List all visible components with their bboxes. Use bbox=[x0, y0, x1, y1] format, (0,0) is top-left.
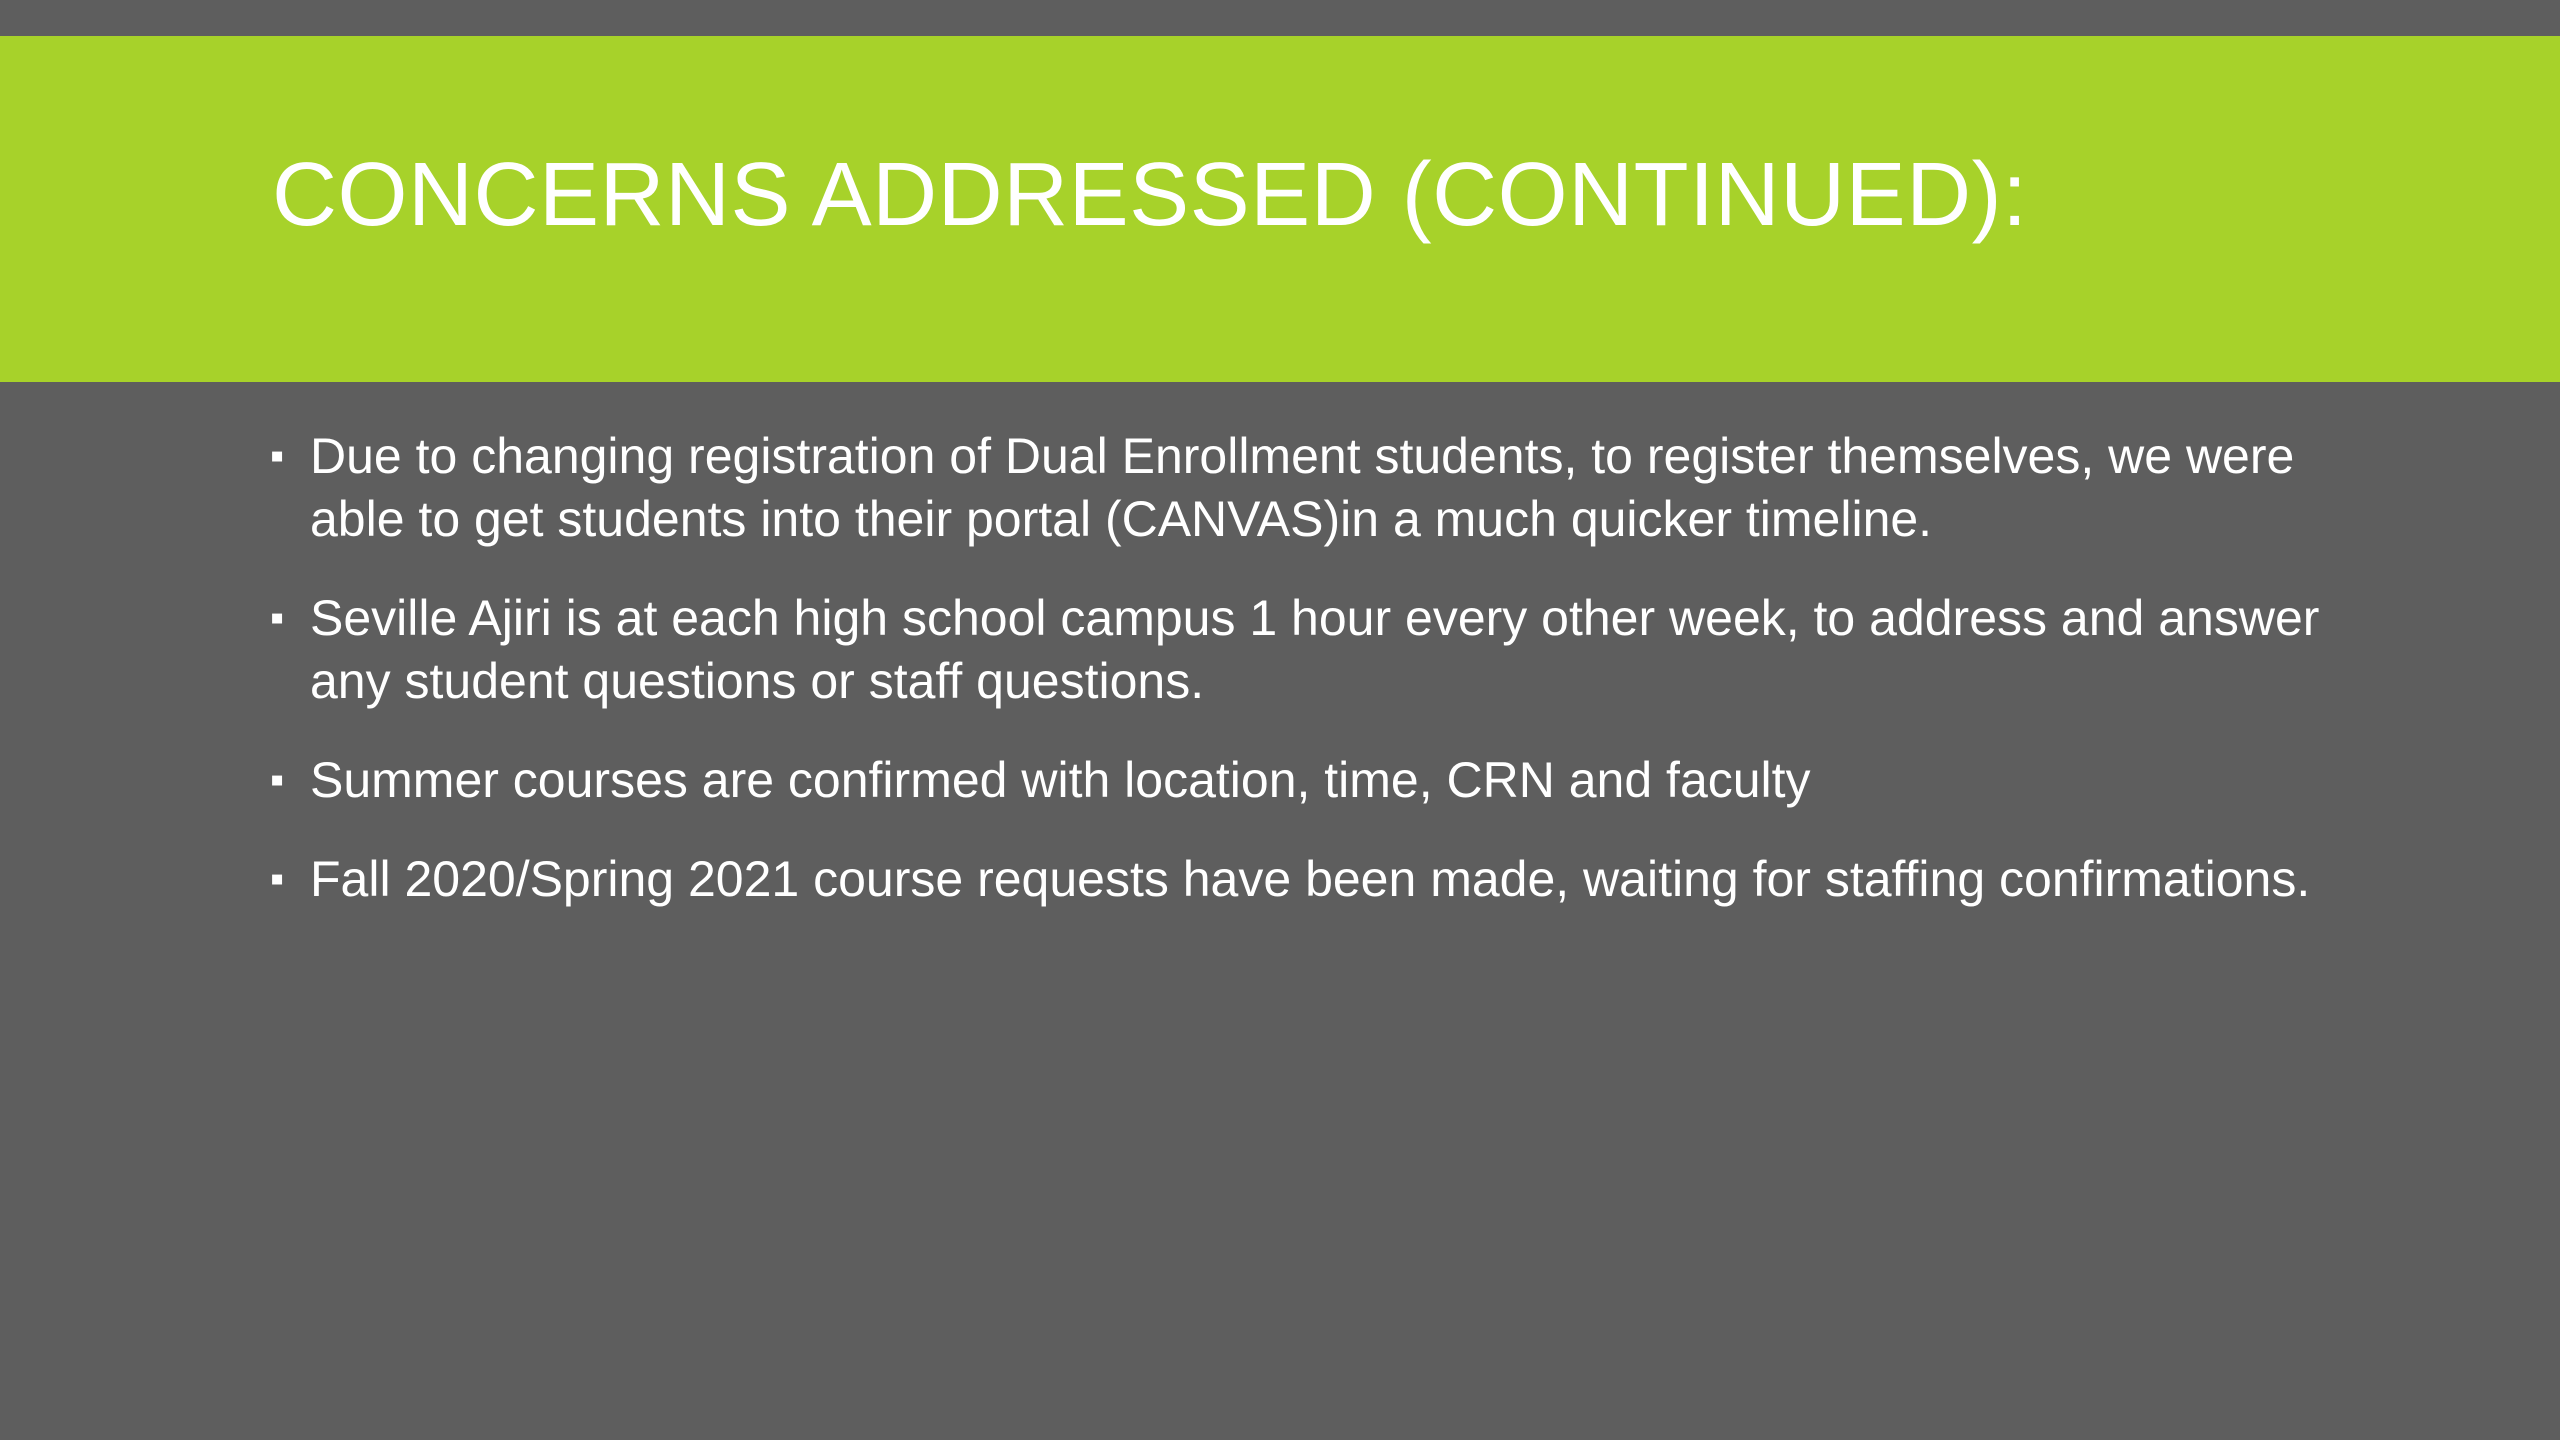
bullet-text: Summer courses are confirmed with location, time, CRN and faculty bbox=[310, 752, 1811, 808]
bullet-item bbox=[270, 848, 2320, 911]
bullet-text: Fall 2020/Spring 2021 course requests have been made, waiting for staffing confirmations. bbox=[310, 851, 2311, 907]
bullet-text: Due to changing registration of Dual Enrollment students, to register themselves, we were able to get students into their portal (CANVAS)in a much quicker timeline. bbox=[310, 428, 2295, 547]
bullet-item bbox=[270, 587, 2320, 713]
bullet-marker-icon: ▪ bbox=[270, 758, 285, 802]
bullet-marker-icon: ▪ bbox=[270, 434, 285, 478]
bullet-item bbox=[270, 749, 2320, 812]
bullet-text: Seville Ajiri is at each high school campus 1 hour every other week, to address and answer any student questions or staff questions. bbox=[310, 590, 2320, 709]
bullet-marker-icon: ▪ bbox=[270, 857, 285, 901]
slide-title: CONCERNS ADDRESSED (CONTINUED): bbox=[272, 145, 2028, 245]
bullet-item bbox=[270, 425, 2320, 551]
bullet-marker-icon: ▪ bbox=[270, 596, 285, 640]
bullet-list bbox=[270, 425, 2320, 947]
